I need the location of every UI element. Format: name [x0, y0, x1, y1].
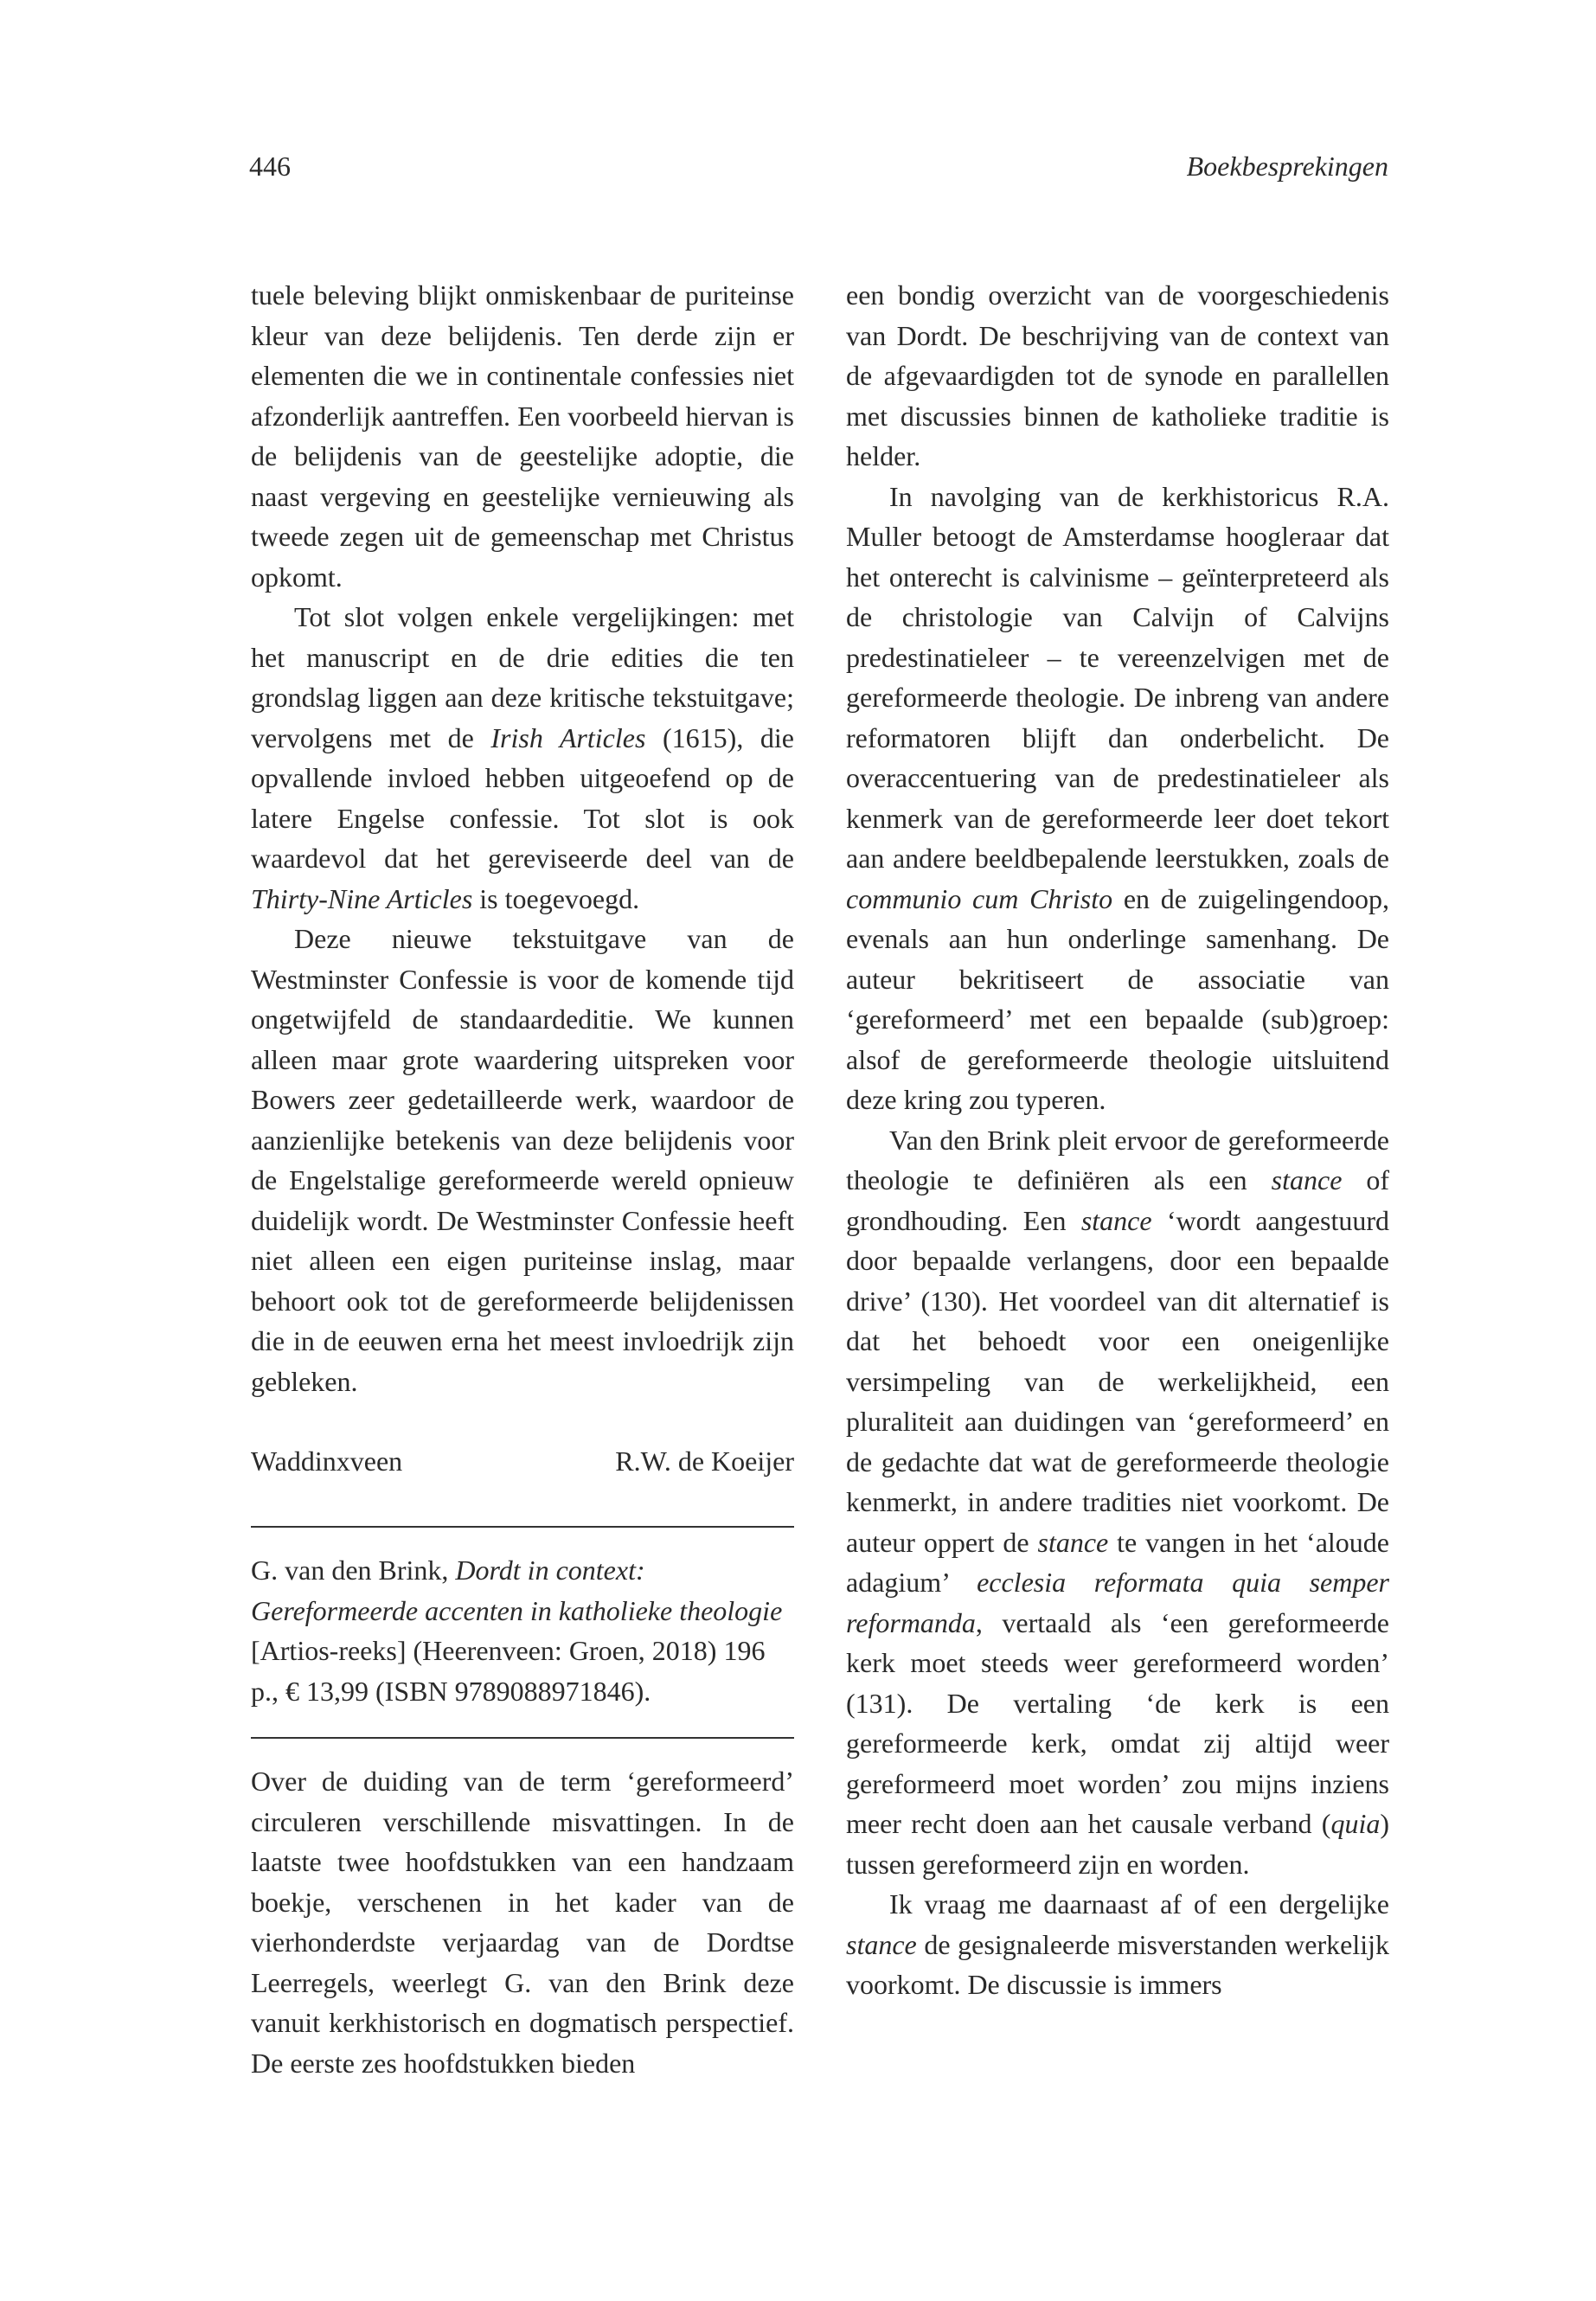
book-title: Dordt in context: Gereformeerde accenten in katholieke theologie — [251, 1554, 783, 1626]
right-paragraph-3 — [846, 1120, 1389, 1885]
text-span: of grondhouding. Een — [846, 1164, 1390, 1236]
text-span: (1615), die opvallende invloed hebben uitgeoefend op de latere Engelse confessie. Tot slot is ook waardevol dat het gereviseerde deel van de — [251, 721, 795, 874]
text-span: In navolging van de kerkhistoricus R.A. Muller betoogt de Amsterdamse hoogleraar dat het onterecht is calvinisme – geïnterpreteerd als de christologie van Calvijn of Calvijns predestinatieleer – te vereenzelvigen met de gereformeerde theologie. De inbreng van andere reformatoren blijft dan onderbelicht. De overaccentuering van de predestinatieleer als kenmerk van de gereformeerde leer doet tekort aan andere beeldbepalende leerstukken, zoals de — [846, 480, 1389, 874]
text-span: G. van den Brink, — [251, 1554, 456, 1586]
italic-term: stance — [1037, 1526, 1109, 1558]
left-paragraph-4 — [251, 1761, 794, 2083]
left-paragraph-3 — [251, 919, 794, 1401]
book-citation — [251, 1550, 794, 1711]
text-span: tuele beleving blijkt onmiskenbaar de puriteinse kleur van deze belijdenis. Ten derde zijn er elementen die we in continentale confessies niet afzonderlijk aantreffen. Een voorbeeld hiervan is de belijdenis van de geestelijke adoptie, die naast vergeving en geestelijke vernieuwing als tweede zegen uit de gemeenschap met Christus opkomt. — [251, 279, 794, 593]
page-number: 446 — [249, 151, 291, 182]
italic-term: stance — [846, 1928, 917, 1960]
italic-title: Thirty-Nine Articles — [251, 882, 473, 914]
text-span: de gesignaleerde misverstanden werkelijk voorkomt. De discussie is immers — [846, 1928, 1389, 2000]
left-paragraph-1 — [251, 275, 794, 597]
text-span: Van den Brink pleit ervoor de gereformeerde theologie te definiëren als een — [846, 1124, 1389, 1195]
italic-title: Irish Articles — [490, 721, 646, 753]
divider-rule-top — [251, 1526, 794, 1528]
text-span: , vertaald als ‘een gereformeerde kerk moet steeds weer gereformeerd worden’ (131). De vertaling ‘de kerk is een gereformeerde kerk, omdat zij altijd weer gereformeerd moet worden’ zou mijns inziens meer recht doen aan het causale verband ( — [846, 1606, 1389, 1839]
right-paragraph-1 — [846, 275, 1389, 477]
text-span: is toegevoegd. — [472, 882, 640, 914]
text-span: te vangen in het ‘aloude adagium’ — [846, 1526, 1390, 1598]
right-column — [846, 275, 1389, 2005]
italic-term: ecclesia reformata quia semper reformanda — [846, 1567, 1390, 1638]
text-span: ) tussen gereformeerd zijn en worden. — [846, 1808, 1389, 1880]
left-column — [251, 275, 794, 2083]
text-span: en de zuigelingendoop, evenals aan hun onderlinge samenhang. De auteur bekritiseert de associatie van ‘gereformeerd’ met een bepaalde (sub)groep: alsof de gereformeerde theologie uitsluitend deze kring zou typeren. — [846, 882, 1390, 1115]
text-span: Tot slot volgen enkele vergelijkingen: met het manuscript en de drie edities die ten grondslag liggen aan deze kritische tekstuitgave; vervolgens met de — [251, 601, 794, 753]
right-paragraph-4 — [846, 1884, 1389, 2005]
signature-place: Waddinxveen — [251, 1445, 403, 1477]
text-span: een bondig overzicht van de voorgeschiedenis van Dordt. De beschrijving van de context van de afgevaardigden tot de synode en parallellen met discussies binnen de katholieke traditie is helder. — [846, 279, 1389, 471]
divider-rule-bottom — [251, 1737, 794, 1739]
text-span: ‘wordt aangestuurd door bepaalde verlangens, door een bepaalde drive’ (130). Het voordeel van dit alternatief is dat het behoedt voor een oneigenlijke versimpeling van de werkelijkheid, een pluraliteit aan duidingen van ‘gereformeerd’ en de gedachte dat wat de gereformeerde theologie kenmerkt, in andere tradities niet voorkomt. De auteur oppert de — [846, 1204, 1389, 1558]
left-paragraph-2 — [251, 597, 794, 919]
text-span: Deze nieuwe tekstuitgave van de Westminster Confessie is voor de komende tijd ongetwijfeld de standaardeditie. We kunnen alleen maar grote waardering uitspreken voor Bowers zeer gedetailleerde werk, waardoor de aanzienlijke betekenis van deze belijdenis voor de Engelstalige gereformeerde wereld opnieuw duidelijk wordt. De Westminster Confessie heeft niet alleen een eigen puriteinse inslag, maar behoort ook tot de gereformeerde belijdenissen die in de eeuwen erna het meest invloedrijk zijn gebleken. — [251, 923, 794, 1397]
italic-term: stance — [1271, 1164, 1343, 1195]
italic-term: communio cum Christo — [846, 882, 1113, 914]
text-span: [Artios-reeks] (Heerenveen: Groen, 2018) 196 p., € 13,99 (ISBN 9789088971846). — [251, 1635, 766, 1707]
text-span: Over de duiding van de term ‘gereformeerd’ circuleren verschillende misvattingen. In de laatste twee hoofdstukken van een handzaam boekje, verschenen in het kader van de vierhonderdste verjaardag van de Dordtse Leerregels, weerlegt G. van den Brink deze vanuit kerkhistorisch en dogmatisch perspectief. De eerste zes hoofdstukken bieden — [251, 1766, 794, 2079]
running-head: Boekbesprekingen — [1186, 151, 1388, 182]
text-span: Ik vraag me daarnaast af of een dergelijke — [889, 1888, 1389, 1920]
signature-author: R.W. de Koeijer — [615, 1445, 794, 1477]
italic-term: stance — [1080, 1204, 1152, 1236]
review-signature — [251, 1441, 794, 1481]
italic-term: quia — [1330, 1808, 1381, 1839]
right-paragraph-2 — [846, 477, 1389, 1120]
